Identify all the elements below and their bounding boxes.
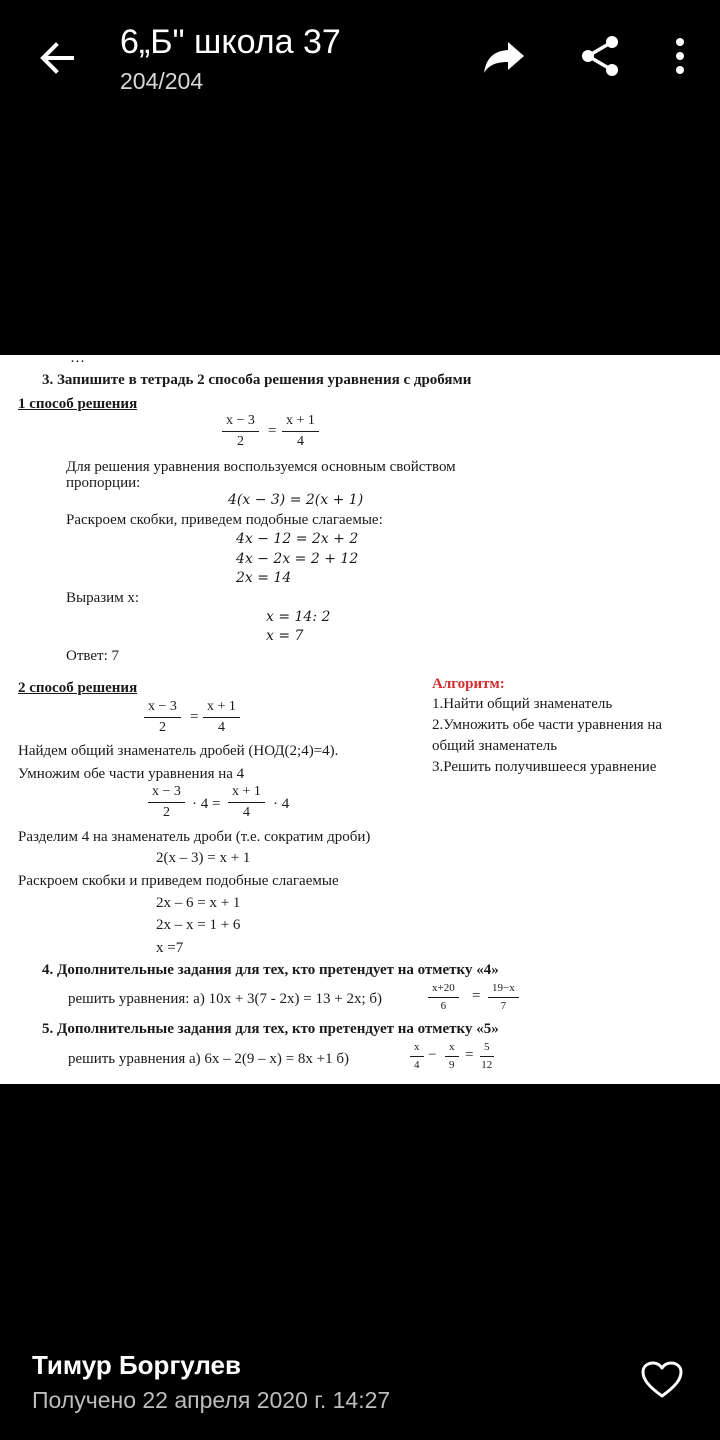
m1-text-1: Для решения уравнения воспользуемся основным свойством: [66, 459, 456, 475]
m2-eq-2: 2x – 6 = x + 1: [156, 895, 241, 911]
task4-fraction-1: x+20 6: [428, 982, 459, 1013]
method1-heading: 1 способ решения: [18, 396, 138, 412]
chat-title: 6„Б" школа 37: [120, 23, 341, 61]
back-button[interactable]: [30, 30, 86, 86]
received-date: Получено 22 апреля 2020 г. 14:27: [32, 1387, 391, 1413]
task5-minus: −: [428, 1047, 437, 1063]
m1-eq-2: 4x − 12 = 2x + 2: [236, 531, 359, 547]
m1-equals: =: [268, 423, 277, 439]
m1-fraction-right: x + 1 4: [282, 413, 319, 450]
m1-text-4: Выразим x:: [66, 590, 140, 606]
task5-fraction-1: x 4: [410, 1041, 424, 1072]
share-button[interactable]: [576, 32, 624, 80]
m2-text-3: Разделим 4 на знаменатель дроби (т.е. сократим дроби): [18, 829, 371, 845]
more-vertical-icon: [656, 32, 704, 80]
task5-text: решить уравнения а) 6x – 2(9 – x) = 8x +1 б): [68, 1051, 349, 1067]
share-icon: [576, 32, 624, 80]
m1-eq-1: 4(x − 3) = 2(x + 1): [228, 492, 364, 508]
m2-mult-op-1: · 4 =: [192, 796, 221, 812]
task5-fraction-2: x 9: [445, 1041, 459, 1072]
m1-eq-6: x = 7: [266, 628, 304, 644]
method2-heading: 2 способ решения: [18, 680, 138, 696]
top-bar: [0, 0, 720, 110]
m2-text-2: Умножим обе части уравнения на 4: [18, 766, 245, 782]
image-counter: 204/204: [120, 68, 204, 94]
algorithm-title: Алгоритм:: [432, 676, 505, 692]
arrow-left-icon: [30, 30, 86, 86]
task4-fraction-2: 19−x 7: [488, 982, 519, 1013]
algorithm-step-3: 3.Решить получившееся уравнение: [432, 759, 657, 775]
forward-arrow-icon: [480, 32, 528, 80]
m1-text-3: Раскроем скобки, приведем подобные слагаемые:: [66, 512, 383, 528]
m2-eq-1: 2(x – 3) = x + 1: [156, 850, 251, 866]
forward-button[interactable]: [480, 32, 528, 80]
m1-eq-4: 2x = 14: [236, 570, 292, 586]
m2-mult-fraction-left: x − 3 2: [148, 784, 185, 821]
task4-title: 4. Дополнительные задания для тех, кто претендует на отметку «4»: [42, 962, 499, 978]
heart-icon: [640, 1360, 684, 1400]
task3-title: 3. Запишите в тетрадь 2 способа решения уравнения с дробями: [42, 372, 472, 388]
m2-equals: =: [190, 709, 199, 725]
m2-fraction-left: x − 3 2: [144, 699, 181, 736]
m2-mult-op-2: · 4: [273, 796, 290, 812]
algorithm-step-1: 1.Найти общий знаменатель: [432, 696, 613, 712]
m1-answer: Ответ: 7: [66, 648, 120, 664]
m2-mult-fraction-right: x + 1 4: [228, 784, 265, 821]
m1-eq-5: x = 14: 2: [266, 609, 331, 625]
m2-text-4: Раскроем скобки и приведем подобные слагаемые: [18, 873, 339, 889]
m2-eq-3: 2x – x = 1 + 6: [156, 917, 241, 933]
algorithm-step-2-cont: общий знаменатель: [432, 738, 558, 754]
m1-fraction-left: x − 3 2: [222, 413, 259, 450]
task4-text: решить уравнения: а) 10x + 3(7 - 2x) = 13 + 2x; б): [68, 991, 382, 1007]
algorithm-step-2: 2.Умножить обе части уравнения на: [432, 717, 663, 733]
task5-equals: =: [465, 1047, 474, 1063]
m2-fraction-right: x + 1 4: [203, 699, 240, 736]
sender-name: Тимур Боргулев: [32, 1350, 242, 1380]
like-button[interactable]: [640, 1360, 684, 1400]
more-options-button[interactable]: [656, 32, 704, 80]
ellipsis-text: …: [70, 355, 85, 366]
m2-text-1: Найдем общий знаменатель дробей (НОД(2;4)=4).: [18, 743, 339, 759]
task5-fraction-3: 5 12: [481, 1041, 493, 1071]
m1-eq-3: 4x − 2x = 2 + 12: [236, 551, 359, 567]
m1-text-2: пропорции:: [66, 475, 141, 491]
document-image[interactable]: [0, 355, 720, 1084]
task5-title: 5. Дополнительные задания для тех, кто претендует на отметку «5»: [42, 1021, 499, 1037]
m2-eq-4: x =7: [156, 940, 184, 956]
task4-equals: =: [472, 988, 481, 1004]
